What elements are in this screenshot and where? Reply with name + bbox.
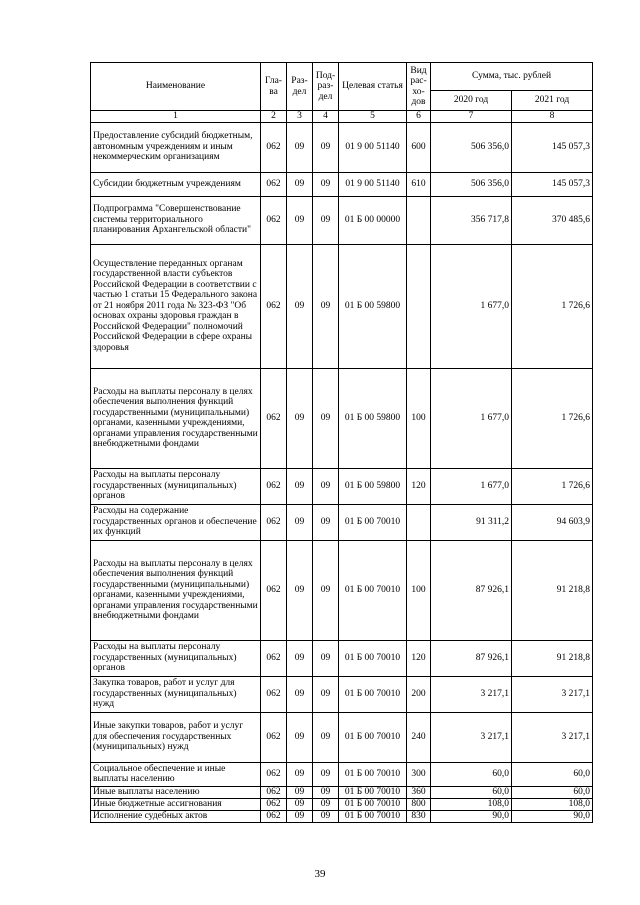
table-row	[91, 786, 593, 798]
row-target: 01 Б 00 70010	[339, 712, 407, 762]
row-subsection: 09	[313, 786, 339, 798]
row-expense-type	[407, 244, 431, 368]
row-amount-2021: 108,0	[512, 798, 593, 810]
row-name: Расходы на выплаты персоналу государственных (муниципальных) органов	[91, 468, 261, 504]
row-expense-type: 100	[407, 540, 431, 640]
row-target: 01 Б 00 70010	[339, 676, 407, 712]
column-number: 8	[512, 111, 593, 123]
row-amount-2020: 90,0	[431, 810, 512, 822]
row-amount-2021: 370 485,6	[512, 196, 593, 244]
row-target: 01 Б 00 70010	[339, 504, 407, 540]
row-name: Субсидии бюджетным учреждениям	[91, 172, 261, 196]
row-amount-2021: 1 726,6	[512, 368, 593, 468]
header-sum: Сумма, тыс. рублей	[431, 63, 593, 91]
row-subsection: 09	[313, 676, 339, 712]
row-name: Социальное обеспечение и иные выплаты населению	[91, 762, 261, 786]
row-amount-2020: 87 926,1	[431, 640, 512, 676]
row-chapter: 062	[261, 172, 287, 196]
row-name: Расходы на выплаты персоналу в целях обеспечения выполнения функций государственными (муниципальными) органами, казенными учреждениями, органами управления государственными внебюджетными фондами	[91, 368, 261, 468]
table-row	[91, 122, 593, 172]
row-target: 01 Б 00 70010	[339, 810, 407, 822]
row-section: 09	[287, 712, 313, 762]
row-subsection: 09	[313, 172, 339, 196]
row-amount-2020: 60,0	[431, 762, 512, 786]
table-row	[91, 196, 593, 244]
row-expense-type: 830	[407, 810, 431, 822]
row-subsection: 09	[313, 196, 339, 244]
row-chapter: 062	[261, 244, 287, 368]
row-chapter: 062	[261, 712, 287, 762]
row-subsection: 09	[313, 798, 339, 810]
row-target: 01 Б 00 70010	[339, 540, 407, 640]
table-row	[91, 762, 593, 786]
row-name: Расходы на выплаты персоналу государственных (муниципальных) органов	[91, 640, 261, 676]
row-amount-2020: 108,0	[431, 798, 512, 810]
row-amount-2020: 91 311,2	[431, 504, 512, 540]
column-number: 5	[339, 111, 407, 123]
row-name: Предоставление субсидий бюджетным, автономным учреждениям и иным некоммерческим организациям	[91, 122, 261, 172]
row-amount-2021: 3 217,1	[512, 712, 593, 762]
row-amount-2020: 60,0	[431, 786, 512, 798]
row-target: 01 Б 00 70010	[339, 640, 407, 676]
row-amount-2020: 356 717,8	[431, 196, 512, 244]
column-number: 4	[313, 111, 339, 123]
row-expense-type: 120	[407, 468, 431, 504]
row-section: 09	[287, 368, 313, 468]
row-section: 09	[287, 244, 313, 368]
row-subsection: 09	[313, 712, 339, 762]
row-amount-2020: 1 677,0	[431, 468, 512, 504]
table-row	[91, 244, 593, 368]
row-amount-2021: 60,0	[512, 786, 593, 798]
row-target: 01 Б 00 70010	[339, 762, 407, 786]
row-amount-2021: 91 218,8	[512, 640, 593, 676]
row-amount-2021: 90,0	[512, 810, 593, 822]
row-section: 09	[287, 468, 313, 504]
row-target: 01 Б 00 70010	[339, 798, 407, 810]
column-number: 1	[91, 111, 261, 123]
row-expense-type: 360	[407, 786, 431, 798]
row-subsection: 09	[313, 810, 339, 822]
header-target: Целевая статья	[339, 63, 407, 111]
row-expense-type: 100	[407, 368, 431, 468]
header-chapter: Гла-ва	[261, 63, 287, 111]
row-expense-type: 120	[407, 640, 431, 676]
row-amount-2021: 1 726,6	[512, 468, 593, 504]
row-subsection: 09	[313, 762, 339, 786]
table-row	[91, 368, 593, 468]
column-number: 6	[407, 111, 431, 123]
row-subsection: 09	[313, 640, 339, 676]
row-amount-2021: 94 603,9	[512, 504, 593, 540]
row-expense-type: 300	[407, 762, 431, 786]
row-chapter: 062	[261, 640, 287, 676]
row-expense-type	[407, 196, 431, 244]
row-section: 09	[287, 762, 313, 786]
column-number: 2	[261, 111, 287, 123]
table-row	[91, 810, 593, 822]
row-name: Исполнение судебных актов	[91, 810, 261, 822]
row-amount-2020: 1 677,0	[431, 368, 512, 468]
row-target: 01 Б 00 70010	[339, 786, 407, 798]
row-section: 09	[287, 640, 313, 676]
row-amount-2020: 506 356,0	[431, 172, 512, 196]
row-name: Осуществление переданных органам государственной власти субъектов Российской Федерации в соответствии с частью 1 статьи 15 Федерального закона от 21 ноября 2011 года № 323-ФЗ "Об основах охраны здоровья граждан в Российской Федерации" полномочий Российской Федерации в сфере охраны здоровья	[91, 244, 261, 368]
row-subsection: 09	[313, 540, 339, 640]
row-chapter: 062	[261, 798, 287, 810]
row-amount-2021: 145 057,3	[512, 122, 593, 172]
budget-table	[90, 62, 593, 823]
header-section: Раз-дел	[287, 63, 313, 111]
row-chapter: 062	[261, 122, 287, 172]
header-year-2021: 2021 год	[512, 91, 593, 111]
row-chapter: 062	[261, 676, 287, 712]
row-chapter: 062	[261, 368, 287, 468]
table-row	[91, 676, 593, 712]
table-row	[91, 640, 593, 676]
row-section: 09	[287, 196, 313, 244]
row-name: Иные выплаты населению	[91, 786, 261, 798]
row-amount-2021: 60,0	[512, 762, 593, 786]
row-target: 01 Б 00 00000	[339, 196, 407, 244]
row-subsection: 09	[313, 122, 339, 172]
row-name: Расходы на выплаты персоналу в целях обеспечения выполнения функций государственными (муниципальными) органами, казенными учреждениями, органами управления государственными внебюджетными фондами	[91, 540, 261, 640]
row-chapter: 062	[261, 810, 287, 822]
row-target: 01 Б 00 59800	[339, 468, 407, 504]
table-row	[91, 712, 593, 762]
row-amount-2021: 91 218,8	[512, 540, 593, 640]
row-expense-type: 240	[407, 712, 431, 762]
row-section: 09	[287, 810, 313, 822]
row-subsection: 09	[313, 468, 339, 504]
row-chapter: 062	[261, 504, 287, 540]
row-target: 01 Б 00 59800	[339, 244, 407, 368]
row-name: Закупка товаров, работ и услуг для государственных (муниципальных) нужд	[91, 676, 261, 712]
row-expense-type	[407, 504, 431, 540]
column-number: 3	[287, 111, 313, 123]
row-subsection: 09	[313, 504, 339, 540]
row-name: Иные бюджетные ассигнования	[91, 798, 261, 810]
row-target: 01 9 00 51140	[339, 122, 407, 172]
table-row	[91, 504, 593, 540]
row-expense-type: 610	[407, 172, 431, 196]
header-expense-type: Вид рас-хо-дов	[407, 63, 431, 111]
header-name: Наименование	[91, 63, 261, 111]
row-section: 09	[287, 676, 313, 712]
row-chapter: 062	[261, 762, 287, 786]
row-name: Иные закупки товаров, работ и услуг для обеспечения государственных (муниципальных) нужд	[91, 712, 261, 762]
row-section: 09	[287, 786, 313, 798]
row-section: 09	[287, 540, 313, 640]
row-section: 09	[287, 122, 313, 172]
row-amount-2020: 1 677,0	[431, 244, 512, 368]
row-subsection: 09	[313, 244, 339, 368]
row-chapter: 062	[261, 540, 287, 640]
table-row	[91, 468, 593, 504]
row-amount-2021: 3 217,1	[512, 676, 593, 712]
row-target: 01 Б 00 59800	[339, 368, 407, 468]
row-expense-type: 600	[407, 122, 431, 172]
row-section: 09	[287, 172, 313, 196]
table-row	[91, 540, 593, 640]
row-target: 01 9 00 51140	[339, 172, 407, 196]
row-section: 09	[287, 798, 313, 810]
row-name: Расходы на содержание государственных органов и обеспечение их функций	[91, 504, 261, 540]
header-year-2020: 2020 год	[431, 91, 512, 111]
row-amount-2020: 3 217,1	[431, 712, 512, 762]
header-subsection: Под-раз-дел	[313, 63, 339, 111]
row-chapter: 062	[261, 468, 287, 504]
column-number-row	[91, 111, 593, 123]
row-amount-2020: 87 926,1	[431, 540, 512, 640]
table-row	[91, 172, 593, 196]
column-number: 7	[431, 111, 512, 123]
row-chapter: 062	[261, 786, 287, 798]
row-amount-2021: 145 057,3	[512, 172, 593, 196]
row-amount-2020: 506 356,0	[431, 122, 512, 172]
row-subsection: 09	[313, 368, 339, 468]
row-section: 09	[287, 504, 313, 540]
page-number: 39	[314, 868, 326, 880]
row-name: Подпрограмма "Совершенствование системы территориального планирования Архангельской области"	[91, 196, 261, 244]
row-chapter: 062	[261, 196, 287, 244]
row-amount-2021: 1 726,6	[512, 244, 593, 368]
row-expense-type: 800	[407, 798, 431, 810]
row-amount-2020: 3 217,1	[431, 676, 512, 712]
row-expense-type: 200	[407, 676, 431, 712]
table-row	[91, 798, 593, 810]
